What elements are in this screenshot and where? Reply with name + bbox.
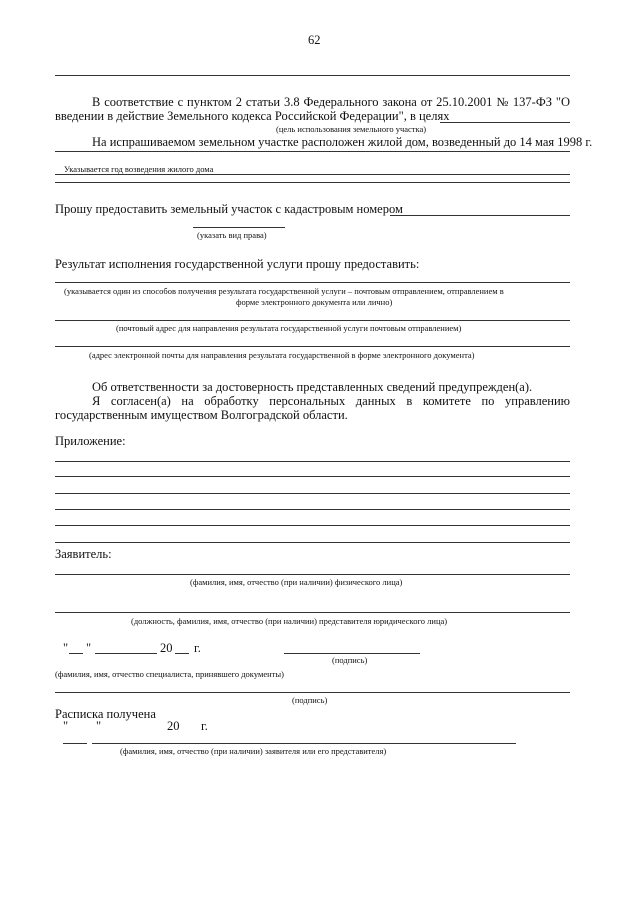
receipt-year-prefix: 20 [167,719,180,733]
legal-basis-line-1: В соответствие с пунктом 2 статьи 3.8 Федерального закона от 25.10.2001 № 137-ФЗ "О [92,95,570,109]
receipt-date-field[interactable] [63,743,87,744]
date-day-field[interactable] [69,653,83,654]
cadastre-request-text: Прошу предоставить земельный участок с кадастровым номером [55,202,403,216]
delivery-method-caption-2: форме электронного документа или лично) [236,297,393,307]
applicant-rep-caption: (должность, фамилия, имя, отчество (при наличии) представителя юридического лица) [131,616,448,626]
email-address-field[interactable] [55,346,570,347]
postal-address-caption: (почтовый адрес для направления результата государственной услуги почтовым отправлением) [116,323,462,333]
date-year-field[interactable] [175,653,189,654]
divider [55,151,570,152]
receipt-year-suffix: г. [201,719,208,733]
legal-basis-line-2: введении в действие Земельного кодекса Российской Федерации", в целях [55,109,450,123]
postal-address-field[interactable] [55,320,570,321]
receipt-open-quote: " [63,719,69,733]
date-month-field[interactable] [95,653,157,654]
page-number: 62 [308,33,321,47]
specialist-signature-field[interactable] [55,692,570,693]
receipt-person-caption: (фамилия, имя, отчество (при наличии) заявителя или его представителя) [120,746,387,756]
receipt-label: Расписка получена [55,707,156,721]
attachment-line-5[interactable] [55,525,570,526]
attachment-line-2[interactable] [55,476,570,477]
receipt-close-quote: " [96,719,102,733]
attachment-line-3[interactable] [55,493,570,494]
applicant-signature-field[interactable] [284,653,420,654]
purpose-field[interactable] [440,122,570,123]
attachment-line-1[interactable] [55,461,570,462]
divider [55,75,570,76]
divider [55,182,570,183]
applicant-person-caption: (фамилия, имя, отчество (при наличии) физического лица) [190,577,403,587]
consent-line-1: Я согласен(а) на обработку персональных данных в комитете по управлению [92,394,570,408]
house-built-line: На испрашиваемом земельном участке расположен жилой дом, возведенный до 14 мая 1998 г. [92,135,593,149]
delivery-method-field[interactable] [55,282,570,283]
consent-line-2: государственным имуществом Волгоградской области. [55,408,348,422]
date-close-quote: " [86,641,92,655]
attachment-label: Приложение: [55,434,126,448]
year-caption: Указывается год возведения жилого дома [64,164,214,174]
cadastral-number-field[interactable] [390,215,570,216]
date-open-quote: " [63,641,69,655]
responsibility-line-1: Об ответственности за достоверность представленных сведений предупрежден(а). [92,380,533,394]
specialist-signature-caption: (подпись) [292,695,328,705]
delivery-method-caption-1: (указывается один из способов получения результата государственной услуги – почтовым отправлением, отправлением в [64,286,504,296]
year-built-field[interactable] [55,174,570,175]
applicant-rep-field[interactable] [55,612,570,613]
right-type-field[interactable] [193,227,285,228]
receipt-person-field[interactable] [92,743,516,744]
email-address-caption: (адрес электронной почты для направления результата государственной в форме электронного документа) [89,350,475,360]
attachment-line-4[interactable] [55,509,570,510]
result-heading: Результат исполнения государственной услуги прошу предоставить: [55,257,420,271]
signature-caption: (подпись) [332,655,368,665]
date-year-prefix: 20 [160,641,173,655]
applicant-person-field[interactable] [55,574,570,575]
specialist-caption: (фамилия, имя, отчество специалиста, принявшего документы) [55,669,284,679]
applicant-label: Заявитель: [55,547,112,561]
date-year-suffix: г. [194,641,201,655]
right-type-caption: (указать вид права) [197,230,267,240]
attachment-line-6[interactable] [55,542,570,543]
purpose-caption: (цель использования земельного участка) [276,124,427,134]
